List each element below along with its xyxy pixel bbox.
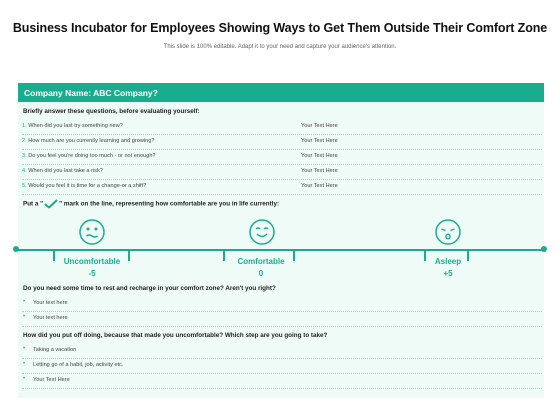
- scale-label-comfortable: Comfortable 0: [237, 257, 285, 278]
- mark-instruction: Put a " " mark on the line, representing how comfortable are you in life currently:: [23, 200, 280, 208]
- question-row: [22, 165, 542, 180]
- question-text: Would you feel it is time for a change-or a shift?: [26, 183, 147, 189]
- putoff-question: How did you put off doing, because that made you uncomfortable? Which step are you going to take?: [23, 332, 328, 339]
- scale-line[interactable]: [16, 249, 544, 251]
- question-text: How much are you currently learning and growing?: [26, 138, 155, 144]
- smiling-face-icon: [248, 218, 276, 246]
- list-item[interactable]: • Your text here: [22, 312, 542, 327]
- company-header: Company Name: ABC Company?: [18, 83, 544, 102]
- question-number: 4.: [22, 168, 27, 174]
- rest-question: Do you need some time to rest and recharge in your comfort zone? Aren't you right?: [23, 285, 276, 292]
- question-text: When did you last take a risk?: [26, 168, 103, 174]
- question-row: [22, 150, 542, 165]
- question-number: 2.: [22, 138, 27, 144]
- question-row: [22, 180, 542, 195]
- answer-text[interactable]: Your Text Here: [301, 153, 338, 159]
- answer-text[interactable]: Your Text Here: [301, 183, 338, 189]
- question-number: 5.: [22, 183, 27, 189]
- list-item[interactable]: • Letting go of a habit, job, activity etc.: [22, 359, 542, 374]
- scale-end-dot: [541, 246, 547, 252]
- scale-label-uncomfortable: Uncomfortable -5: [63, 257, 121, 278]
- slide-title: Business Incubator for Employees Showing Ways to Get Them Outside Their Comfort Zone: [12, 21, 548, 35]
- scale-end-dot: [13, 246, 19, 252]
- question-number: 1.: [22, 123, 27, 129]
- answer-text[interactable]: Your Text Here: [301, 138, 338, 144]
- checkmark-icon: [44, 199, 58, 209]
- slide-subtitle: This slide is 100% editable. Adapt it to your need and capture your audience's attention.: [163, 44, 397, 50]
- asleep-face-icon: [434, 218, 462, 246]
- answer-text[interactable]: Your Text Here: [301, 168, 338, 174]
- question-text: When did you last try something new?: [26, 123, 123, 129]
- question-text: Do you feel you're doing too much - or not enough?: [26, 153, 156, 159]
- list-item[interactable]: • Your text here: [22, 297, 542, 312]
- question-row: [22, 135, 542, 150]
- list-item[interactable]: • Taking a vacation: [22, 344, 542, 359]
- question-number: 3.: [22, 153, 27, 159]
- scale-label-asleep: Asleep +5: [434, 257, 462, 278]
- answer-text[interactable]: Your Text Here: [301, 123, 338, 129]
- questions-intro: Briefly answer these questions, before evaluating yourself:: [23, 108, 200, 115]
- uncomfortable-face-icon: [78, 218, 106, 246]
- question-row: [22, 120, 542, 135]
- list-item[interactable]: • Your Text Here: [22, 374, 542, 389]
- comfort-scale: [0, 214, 560, 282]
